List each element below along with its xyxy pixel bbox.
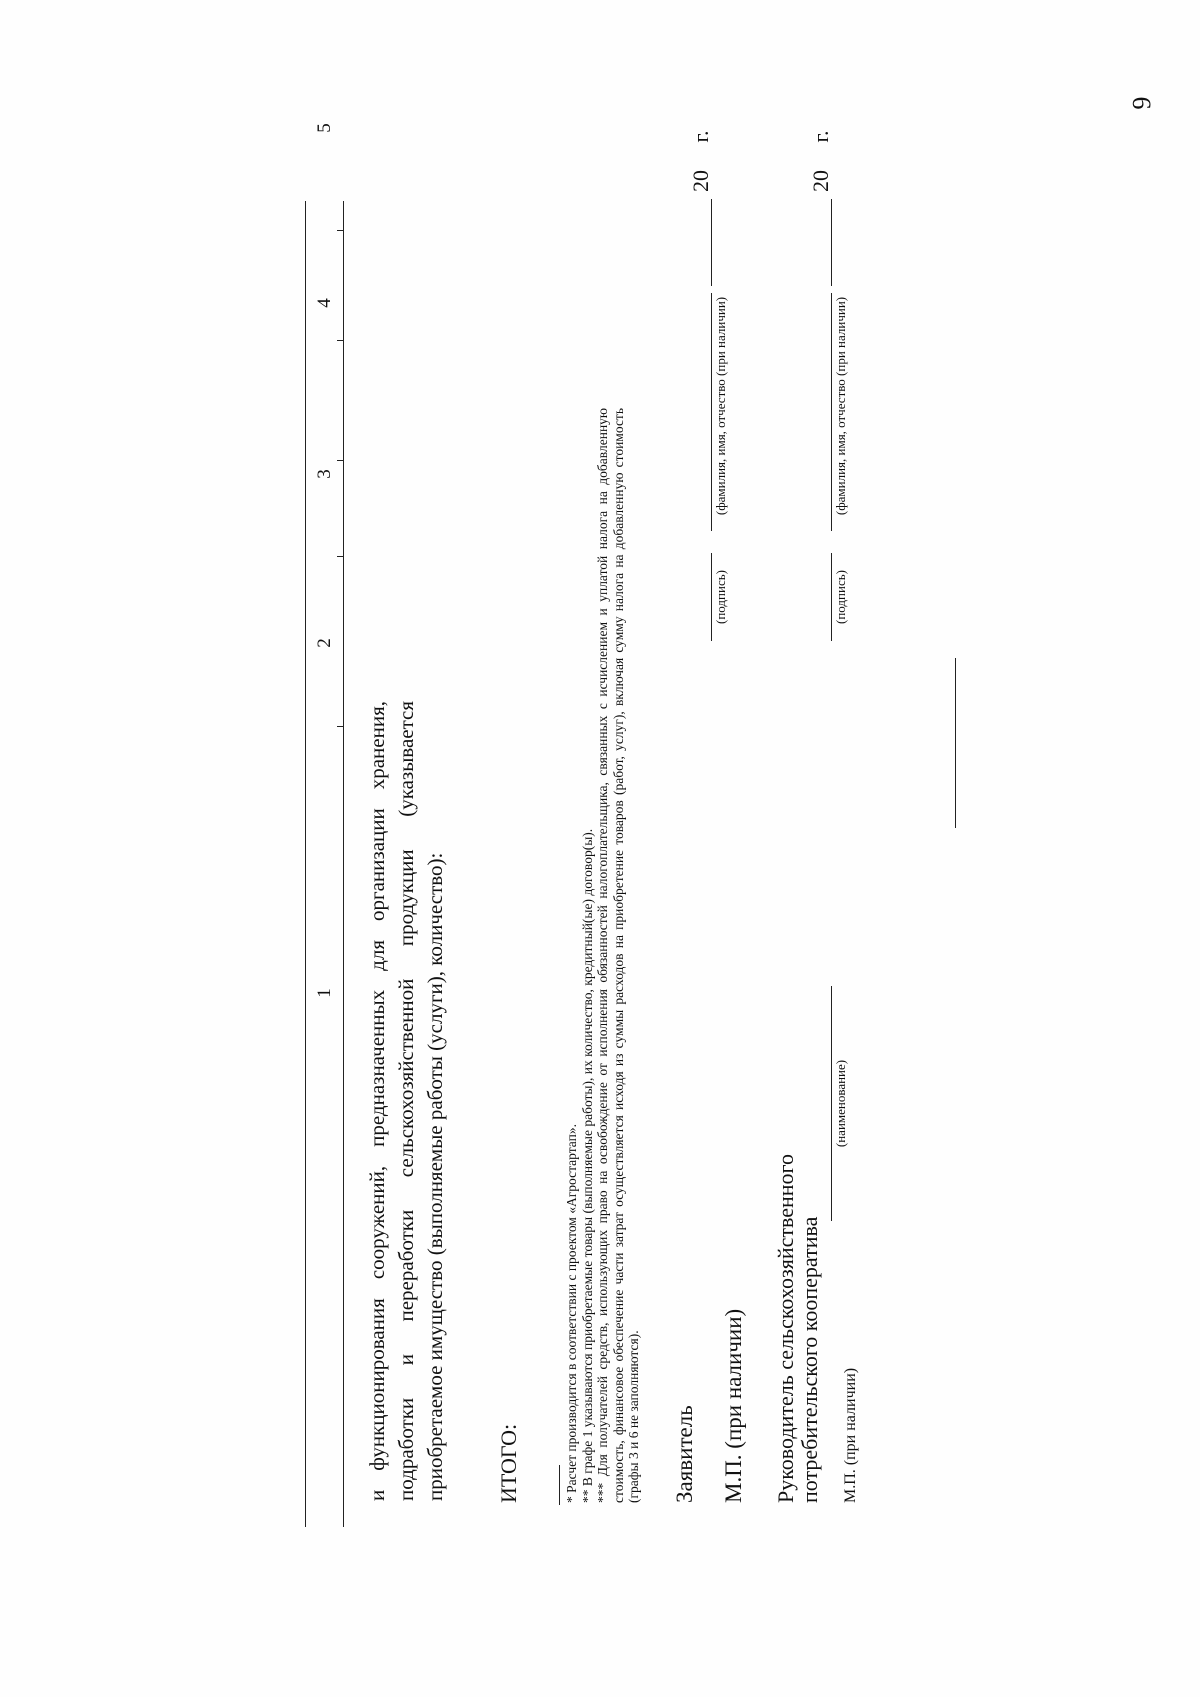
cooperative-name-caption: (наименование) bbox=[833, 1059, 848, 1148]
cooperative-name-line bbox=[831, 986, 832, 1221]
row-text-line: сельскохозяйственной продукции (указывается bbox=[394, 701, 418, 1178]
row-text-line: приобретаемое имущество (выполняемые работы (услуги), bbox=[423, 970, 447, 1501]
footnote: *** Для получателей средств, использующих право на освобождение от исполнения обязанностей налогоплательщика, связанных с исчислением и уплатой налога на добавленную стоимость, финансовое обеспечение части затрат осуществляется исходя из суммы расходов на приобретение товаров (работ, услуг), включая сумму налога на добавленную стоимость (графы 3 и 6 не заполняются). bbox=[595, 408, 641, 1503]
column-number-1: 1 bbox=[314, 988, 335, 998]
table-header-border bbox=[343, 201, 344, 1527]
column-divider bbox=[337, 460, 343, 461]
applicant-signature-caption: (подпись) bbox=[713, 570, 728, 624]
row-text-line: количество): bbox=[423, 852, 447, 966]
footnotes bbox=[564, 408, 642, 1503]
column-divider bbox=[337, 230, 343, 231]
year-suffix: г. bbox=[808, 130, 833, 143]
table-top-border bbox=[305, 201, 306, 1527]
applicant-label: Заявитель bbox=[672, 1405, 697, 1503]
applicant-date bbox=[688, 130, 714, 192]
cooperative-head-line-2: потребительского кооператива bbox=[797, 1216, 822, 1503]
applicant-stamp: М.П. (при наличии) bbox=[721, 1308, 746, 1503]
column-divider bbox=[337, 556, 343, 557]
applicant-name-caption: (фамилия, имя, отчество (при наличии) bbox=[713, 296, 728, 516]
scan-stray-line bbox=[955, 658, 956, 828]
row-text-line: для организации хранения, подработки и переработки bbox=[365, 700, 418, 1501]
year-prefix: 20 bbox=[688, 170, 713, 192]
cooperative-head-line-1: Руководитель сельскохозяйственного bbox=[773, 1153, 798, 1503]
cooperative-head-label bbox=[774, 1154, 822, 1503]
year-prefix: 20 bbox=[808, 170, 833, 192]
column-number-5: 5 bbox=[314, 123, 335, 133]
footnote: ** В графе 1 указываются приобретаемые товары (выполняемые работы), их количество, кредитный(ые) договор(ы). bbox=[579, 828, 595, 1503]
column-number-3: 3 bbox=[314, 469, 335, 479]
table-row-description bbox=[363, 701, 450, 1501]
column-divider bbox=[337, 726, 343, 727]
cooperative-stamp: М.П. (при наличии) bbox=[842, 1367, 859, 1503]
row-text-line: и функционирования сооружений, предназначенных bbox=[365, 989, 389, 1501]
year-suffix: г. bbox=[688, 130, 713, 143]
cooperative-signature-line bbox=[831, 553, 832, 641]
cooperative-date bbox=[808, 130, 834, 192]
cooperative-person-caption: (фамилия, имя, отчество (при наличии) bbox=[833, 296, 848, 516]
cooperative-date-line bbox=[831, 199, 832, 286]
page-number: 6 bbox=[1127, 96, 1156, 110]
rotated-page-content bbox=[283, 111, 859, 1561]
column-divider bbox=[337, 340, 343, 341]
total-label: ИТОГО: bbox=[496, 1423, 521, 1503]
cooperative-signature-caption: (подпись) bbox=[833, 570, 848, 624]
applicant-date-line bbox=[711, 199, 712, 286]
applicant-name-line bbox=[711, 293, 712, 531]
applicant-signature-line bbox=[711, 553, 712, 641]
cooperative-person-line bbox=[831, 293, 832, 531]
column-number-2: 2 bbox=[314, 638, 335, 648]
column-number-4: 4 bbox=[314, 298, 335, 308]
footnote: * Расчет производится в соответствии с проектом «Агростартап». bbox=[564, 1124, 579, 1503]
footnote-separator bbox=[559, 1465, 560, 1505]
